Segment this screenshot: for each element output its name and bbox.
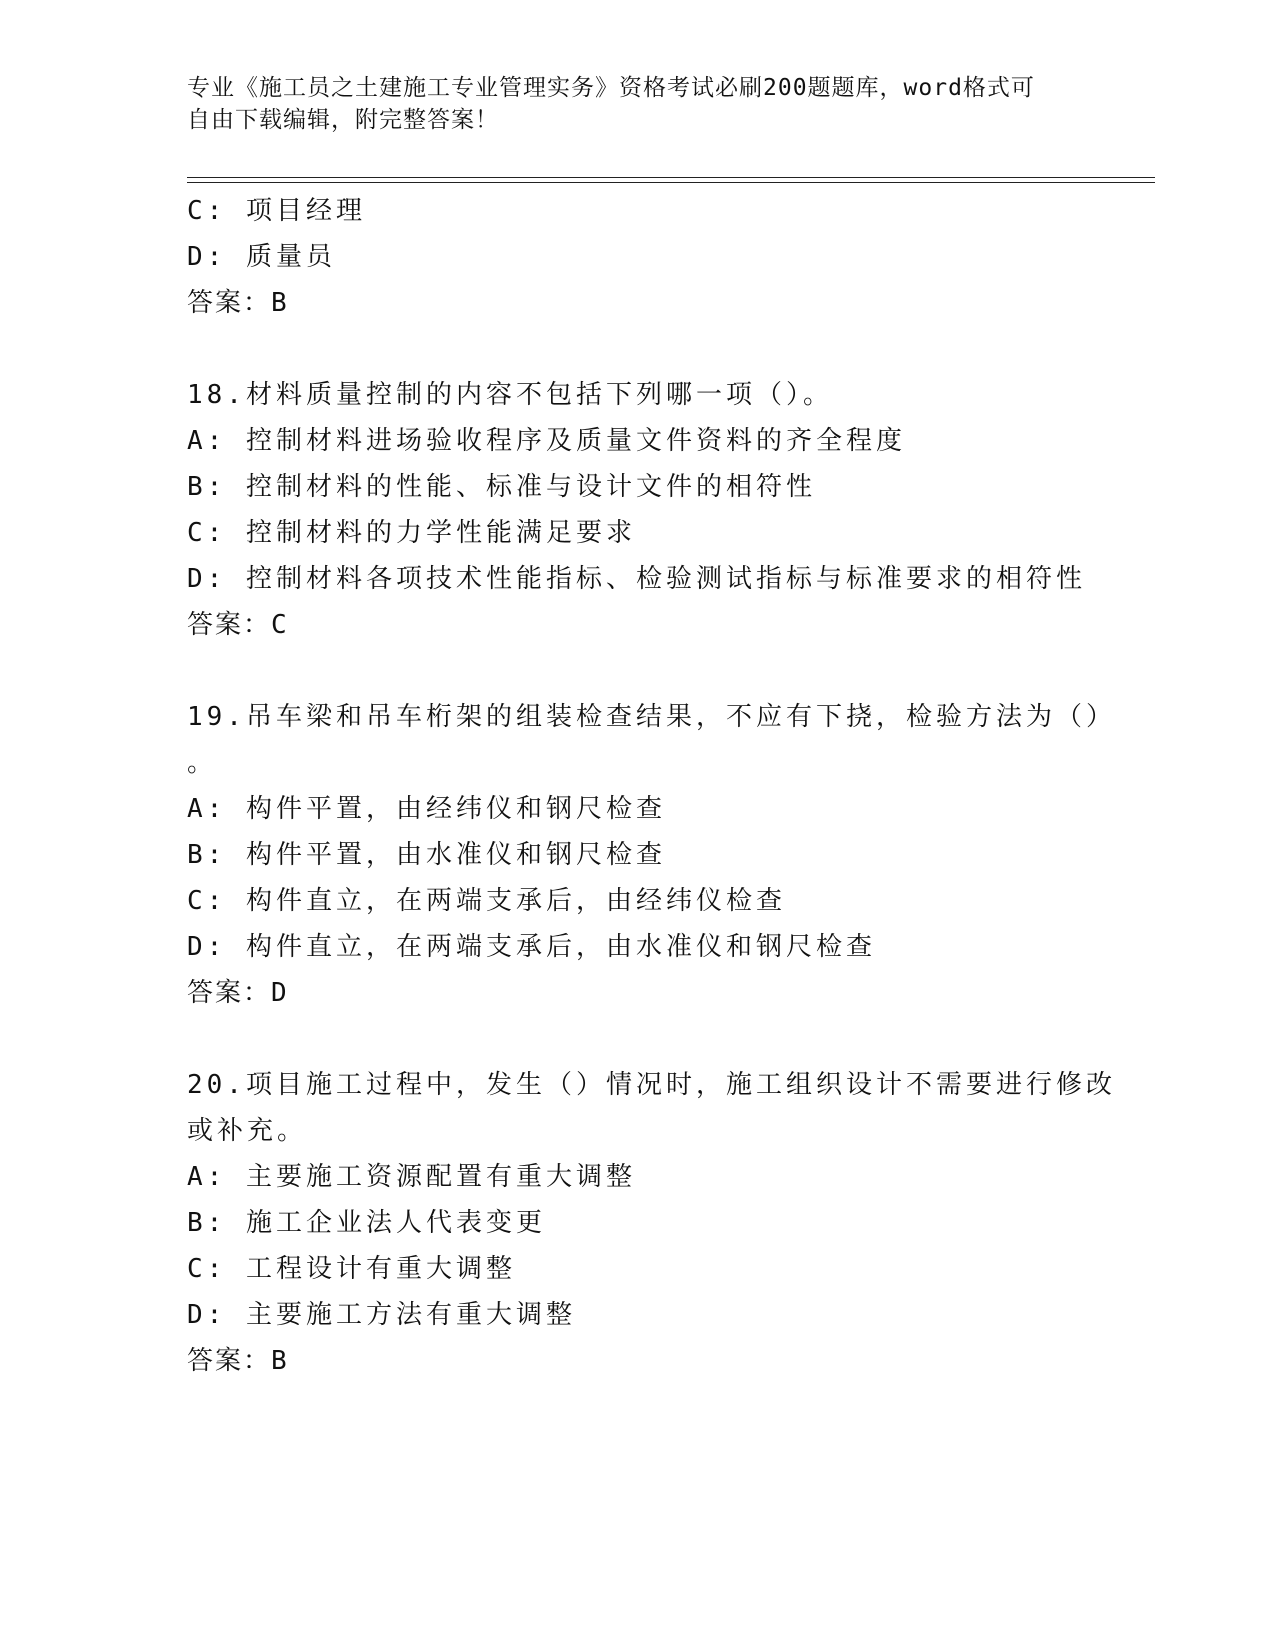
option-c: C: 项目经理 xyxy=(187,196,366,226)
question-text-line-2: 或补充。 xyxy=(187,1116,308,1146)
question-19 xyxy=(187,694,1116,1016)
answer: 答案：C xyxy=(187,610,289,640)
option-d: D: 主要施工方法有重大调整 xyxy=(187,1300,576,1330)
spacer xyxy=(187,648,1087,694)
option-d: D: 控制材料各项技术性能指标、检验测试指标与标准要求的相符性 xyxy=(187,564,1086,594)
spacer xyxy=(187,1016,1087,1062)
header-divider-bottom xyxy=(187,182,1155,183)
question-20 xyxy=(187,1062,1116,1384)
question-18 xyxy=(187,372,1087,648)
option-a: A: 控制材料进场验收程序及质量文件资料的齐全程度 xyxy=(187,426,906,456)
document-header xyxy=(187,72,1067,136)
question-text: 18.材料质量控制的内容不包括下列哪一项（）。 xyxy=(187,380,833,410)
option-c: C: 控制材料的力学性能满足要求 xyxy=(187,518,636,548)
question-17-tail xyxy=(187,188,1087,326)
question-text-line-1: 20.项目施工过程中，发生（）情况时，施工组织设计不需要进行修改 xyxy=(187,1070,1116,1100)
option-d: D: 构件直立，在两端支承后，由水准仪和钢尺检查 xyxy=(187,932,876,962)
option-a: A: 主要施工资源配置有重大调整 xyxy=(187,1162,636,1192)
header-line-1: 专业《施工员之土建施工专业管理实务》资格考试必刷200题题库，word格式可 xyxy=(187,75,1035,101)
option-c: C: 工程设计有重大调整 xyxy=(187,1254,516,1284)
answer: 答案：D xyxy=(187,978,289,1008)
question-text-line-2: 。 xyxy=(187,748,218,778)
answer: 答案：B xyxy=(187,288,289,318)
question-text-line-1: 19.吊车梁和吊车桁架的组装检查结果，不应有下挠，检验方法为（） xyxy=(187,702,1116,732)
header-divider-top xyxy=(187,177,1155,178)
header-line-2: 自由下载编辑，附完整答案！ xyxy=(187,107,499,133)
option-b: B: 控制材料的性能、标准与设计文件的相符性 xyxy=(187,472,816,502)
answer: 答案：B xyxy=(187,1346,289,1376)
option-a: A: 构件平置，由经纬仪和钢尺检查 xyxy=(187,794,666,824)
question-list xyxy=(187,188,1116,1384)
option-b: B: 构件平置，由水准仪和钢尺检查 xyxy=(187,840,666,870)
spacer xyxy=(187,326,1087,372)
option-d: D: 质量员 xyxy=(187,242,336,272)
option-c: C: 构件直立，在两端支承后，由经纬仪检查 xyxy=(187,886,786,916)
option-b: B: 施工企业法人代表变更 xyxy=(187,1208,546,1238)
